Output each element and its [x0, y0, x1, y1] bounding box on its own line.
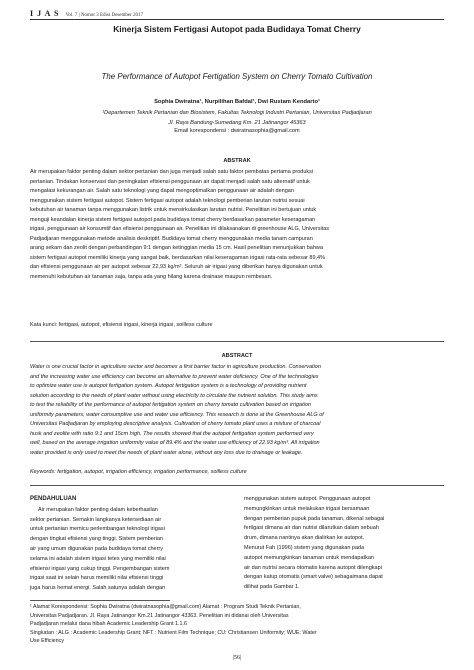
page-number: |56|: [232, 655, 242, 661]
footnote-line: Use Efficiency: [30, 638, 65, 645]
intro-line: irigasi saat ini selain harus memiliki nilai efisiensi tinggi: [30, 575, 164, 582]
intro-line: fertigasi dimana air dan nutrisi dilarutkan dalam sebuah: [244, 525, 379, 532]
intro-line: air yang umum digunakan pada budidaya tomat cherry: [30, 545, 163, 552]
intro-right-column: [244, 495, 444, 593]
title-indonesian: Kinerja Sistem Fertigasi Autopot pada Budidaya Tomat Cherry: [113, 24, 361, 34]
abstrak-line: sistem fertigasi autopot memiliki kinerja yang sangat baik, berdasarkan nilai keseragaman irigasi rata-rata sebesar 89,4%: [30, 254, 326, 261]
abstract-line: solution according to the needs of plant water without using electricity to circulate the nutrient solution. This study aims: [30, 392, 318, 399]
intro-line: memungkinkan untuk melakukan irigasi bersamaan: [244, 505, 370, 512]
abstract-line: water provided is only used to meet the needs of plant water alone, without any loss due to drainage or leakage.: [30, 449, 303, 456]
journal-header: [30, 6, 444, 20]
footnote-line: Singkatan : ALG : Academic Leadership Grant; NFT : Nutrient Film Technique; CU: Christiansen Uniformity; WUE: Water: [30, 629, 317, 636]
abstract-body: [30, 363, 444, 458]
intro-line: drum, dimana nantinya akan dialirkan ke autopot.: [244, 535, 365, 542]
abstract-line: and the increasing water use efficiency can become an alternative to prevent water deficiency. One of the technologies: [30, 373, 319, 380]
abstrak-line: Padjadjaran menggunakan metode analisis deskriptif. Budidaya tomat cherry menggunakan media tanam campuran: [30, 235, 313, 242]
volume-info: Vol. 7 | Nomor 3 Edisi Desember 2017: [65, 13, 144, 18]
intro-line: efisiensi irigasi yang cukup tinggi. Pengembangan sistem: [30, 565, 170, 572]
intro-line: dengan katup otomatis (smart valve) sebagaimana dapat: [244, 574, 383, 581]
section-divider: [30, 341, 444, 342]
affiliation: [30, 109, 444, 129]
footnote-line: ¹ Alamat Korespondensi: Sophia Dwiratna (dwiratnasophia@gmail.com) Alamat : Program Studi Teknik Pertanian,: [30, 604, 301, 610]
intro-line: menggunakan sistem autopot. Penggunaan autopot: [244, 496, 371, 502]
intro-line: selama ini adalah sistem irigasi tetes yang memiliki nilai: [30, 555, 166, 562]
intro-line: air dan nutrisi secara otomatis karena autopot dilengkapi: [244, 564, 382, 571]
authors: Sophia Dwiratna¹, Nurpilihan Bafdal¹, Dwi Rustam Kendarto¹: [154, 99, 320, 105]
intro-heading: PENDAHULUAN: [30, 496, 77, 502]
intro-line: juga harus hemat energi. Salah satunya adalah dengan: [30, 585, 166, 592]
intro-line: sektor pertanian. Semakin langkanya ketersediaan air: [30, 516, 162, 523]
affiliation-line: ¹Departemen Teknik Pertanian dan Biosistem, Fakultas Teknologi Industri Pertanian, Universitas Padjadjaran: [102, 110, 372, 116]
intro-line: Menurut Fah (1996) sistem yang digunakan pada: [244, 544, 365, 551]
abstract-line: to optimize water use is autopot fertigation system. Autopot fertigation system is a technology of providing nutrient: [30, 383, 307, 389]
abstrak-line: menguji keandalan kinerja sistem fertigasi autopot pada budidaya tomat cherry berdasarkan parameter keseragaman: [30, 216, 316, 223]
abstract-heading: ABSTRACT: [221, 353, 253, 359]
abstrak-line: kebutuhan air tanaman tanpa menggunakan listrik untuk mensirkulasikan larutan nutrisi. Penelitian ini bertujuan untuk: [30, 207, 317, 213]
abstract-line: well, based on the average irrigation uniformity value of 89.4% and the water use efficiency of 22.93 kg/m³. All irrigation: [30, 440, 320, 446]
title-english: The Performance of Autopot Fertigation System on Cherry Tomato Cultivation: [101, 72, 373, 81]
abstract-line: to test the reliability of the performance of autopot fertigation system on cherry tomato cultivation based on irrigation: [30, 402, 311, 408]
abstrak-line: mengatasi kekurangan air. Salah satu teknologi yang dapat mengoptimalkan penggunaan air adalah dengan: [30, 188, 294, 194]
keywords: Keywords: fertigation, autopot, irrigation efficiency, irrigation performance, soilless culture: [30, 469, 247, 475]
intro-line: dengan pemberian pupuk pada tanaman, dikenal sebagai: [244, 515, 385, 522]
intro-line: autopot memungkinkan tanaman untuk mendapatkan: [244, 554, 374, 561]
abstrak-line: dan efisiensi penggunaan air per autopot sebesar 22,93 kg/m³. Seluruh air irigasi yang diberikan hanya digunakan untuk: [30, 264, 323, 270]
abstract-line: uniformity parameters, water consumptive use and water use efficiency. This research is done at the Greenhouse ALG of: [30, 411, 324, 418]
intro-line: Air merupakan faktor penting dalam keberhasilan: [38, 506, 158, 513]
abstrak-line: memenuhi kebutuhan air tanaman saja, tanpa ada yang hilang karena drainase maupun rembesan.: [30, 273, 273, 280]
intro-left-column: [30, 495, 230, 594]
abstrak-line: pertanian. Tindakan konservasi dan peningkatan efisiensi penggunaan air dapat menjadi salah satu alternatif untuk: [30, 178, 310, 185]
journal-name: I J A S: [30, 9, 60, 18]
footnotes: [30, 603, 444, 646]
abstract-line: husk and zeolite with ratio 9:1 and 15cm high. The results showed that the autopot fertigation system performed very: [30, 430, 314, 437]
abstrak-heading: ABSTRAK: [223, 158, 251, 164]
correspondence-email: Email korespondensi : dwiratnasophia@gmail.com: [174, 128, 300, 134]
kata-kunci: Kata kunci: fertigasi, autopot, efisiensi irigasi, kinerja irigasi, soilless culture: [30, 322, 213, 328]
footnote-line: Padjadjaran melalui dana hibah Academic Leadership Grant 1.1.6: [30, 621, 188, 628]
abstract-line: Water is one crucial factor in agriculture sector and becomes a first barrier factor in agriculture production. Conservation: [30, 364, 321, 370]
abstrak-line: Air merupakan faktor penting dalam sektor pertanian dan juga menjadi salah satu faktor pembatas pertama produksi: [30, 169, 314, 175]
abstrak-line: irigasi, penggunaan air konsumtif dan efisiensi penggunaan air. Penelitian ini dilaksanakan di greenhouse ALG, Universitas: [30, 226, 330, 232]
abstrak-body: [30, 168, 444, 282]
abstrak-line: menggunakan sistem fertigasi autopot. Sistem fertigasi autopot adalah teknologi pemberian larutan nutrisi sesuai: [30, 197, 305, 204]
section-divider: [30, 485, 444, 486]
abstract-line: Universitas Padjadjaran by employing descriptive analysis. Cultivation of cherry tomato plant uses a mixture of charcoal: [30, 421, 321, 427]
intro-line: dengan tingkat efisiensi yang tinggi. Sistem pemberian: [30, 536, 163, 543]
affiliation-line: Jl. Raya Bandung-Sumedang Km. 21 Jatinangor 45363: [168, 119, 306, 126]
footnote-line: Universitas Padjadjaran. Jl. Raya Jatinangor Km.21 Jatinangor 43363. Penelitian ini didanai oleh Universitas: [30, 612, 289, 619]
intro-line: untuk pertanian memicu perlembangan teknologi irigasi: [30, 526, 165, 533]
intro-line: dilihat pada Gambar 1.: [244, 584, 300, 591]
abstrak-line: arang sekam dan zeolit dengan perbandingan 9:1 dengan ketinggian media 15 cm. Hasil penelitian menunjukkan bahwa: [30, 245, 323, 251]
footnote-divider: [30, 600, 170, 601]
